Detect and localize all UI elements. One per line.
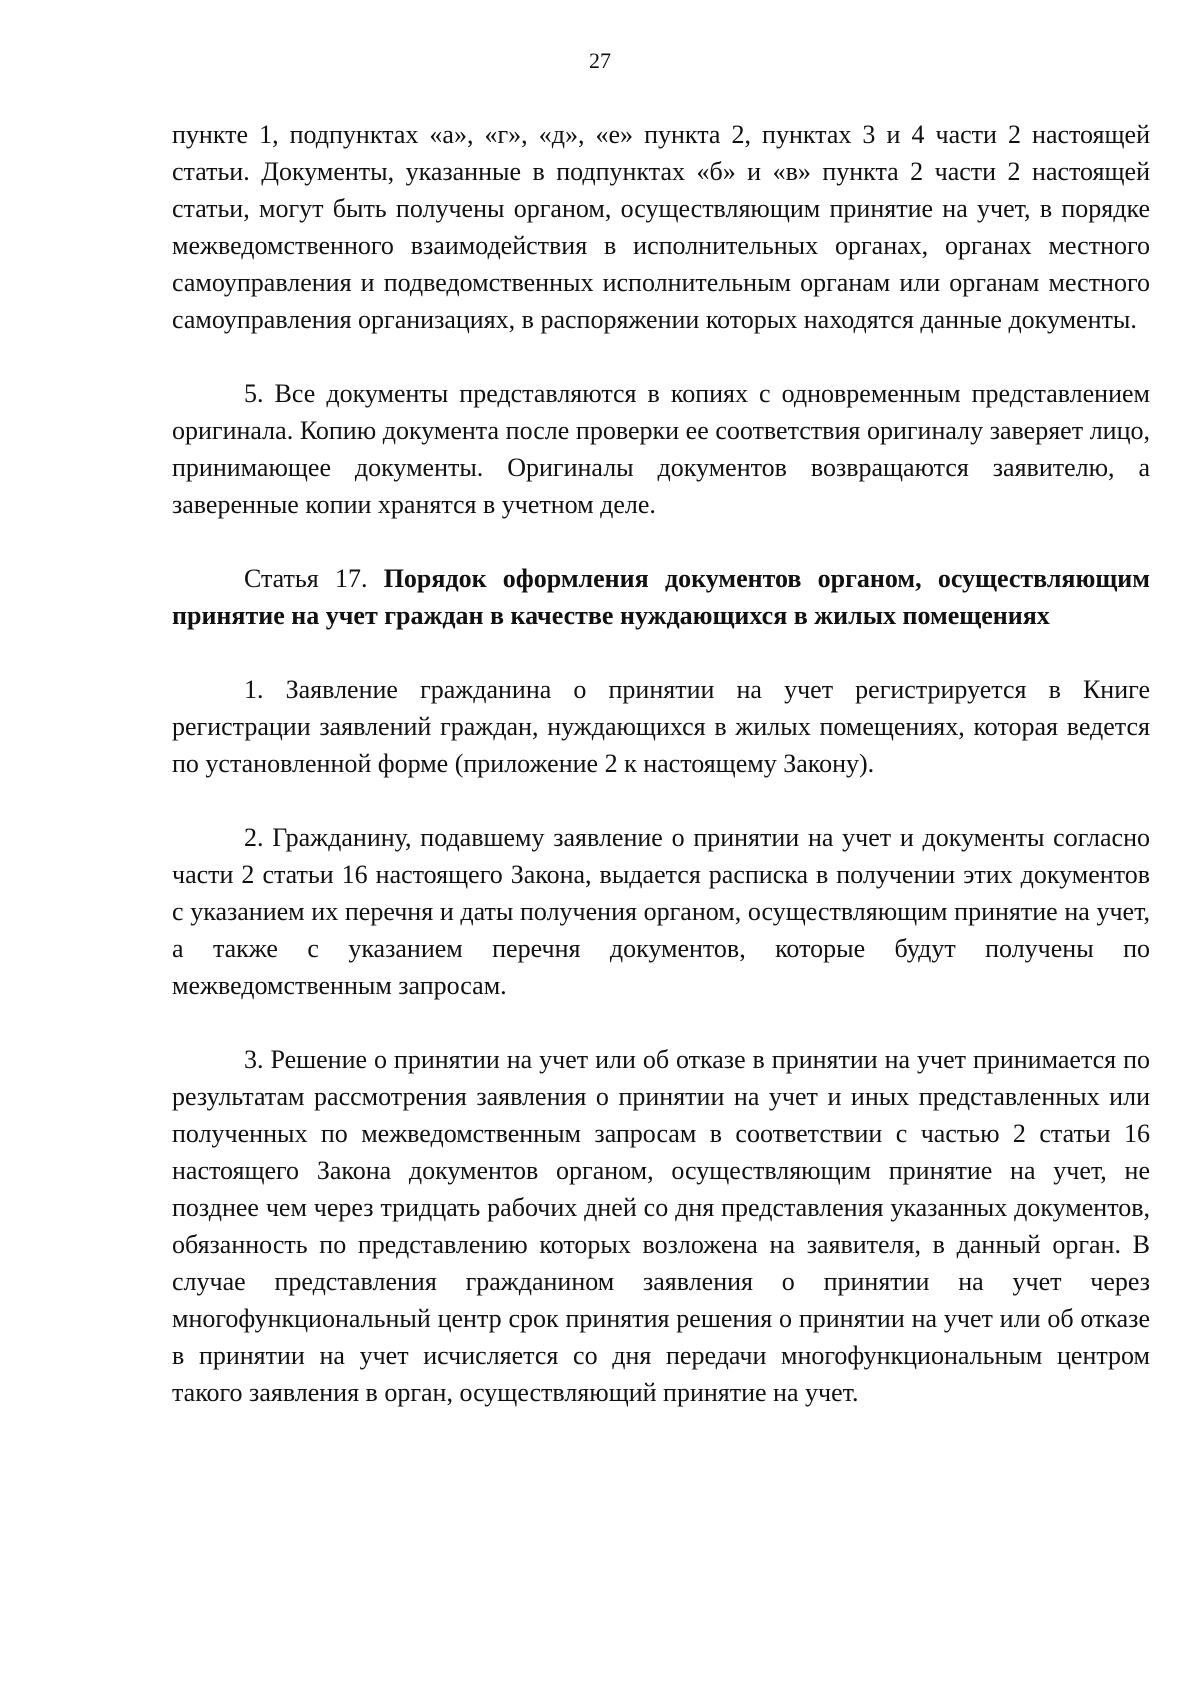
article-item-3: 3. Решение о принятии на учет или об отказе в принятии на учет принимается по результатам рассмотрения заявления о принятии на учет и иных представленных или полученных по межведомственным запросам в соответствии с частью 2 статьи 16 настоящего Закона документов органом, осуществляющим принятие на учет, не позднее чем через тридцать рабочих дней со дня представления указанных документов, обязанность по представлению которых возложена на заявителя, в данный орган. В случае представления гражданином заявления о принятии на учет через многофункциональный центр срок принятия решения о принятии на учет или об отказе в принятии на учет исчисляется со дня передачи многофункциональным центром такого заявления в орган, осуществляющий принятие на учет. (172, 1045, 1150, 1407)
page-number: 27 (589, 48, 611, 73)
article-item-2: 2. Гражданину, подавшему заявление о принятии на учет и документы согласно части 2 статьи 16 настоящего Закона, выдается расписка в получении этих документов с указанием их перечня и даты получения органом, осуществляющим принятие на учет, а также с указанием перечня документов, которые будут получены по межведомственным запросам. (172, 823, 1150, 1000)
article-title: Порядок оформления документов органом, осуществляющим принятие на учет граждан в качестве нуждающихся в жилых помещениях (172, 564, 1150, 630)
article-heading (172, 560, 1150, 634)
paragraph-5: 5. Все документы представляются в копиях с одновременным представлением оригинала. Копию документа после проверки ее соответствия оригиналу заверяет лицо, принимающее документы. Оригиналы документов возвращаются заявителю, а заверенные копии хранятся в учетном деле. (172, 379, 1150, 519)
document-body (172, 116, 1150, 1448)
article-item-1: 1. Заявление гражданина о принятии на учет регистрируется в Книге регистрации заявлений граждан, нуждающихся в жилых помещениях, которая ведется по установленной форме (приложение 2 к настоящему Закону). (172, 675, 1150, 778)
article-label: Статья 17. (244, 564, 368, 593)
paragraph-continuation: пункте 1, подпунктах «а», «г», «д», «е» пункта 2, пунктах 3 и 4 части 2 настоящей статьи. Документы, указанные в подпунктах «б» и «в» пункта 2 части 2 настоящей статьи, могут быть получены органом, осуществляющим принятие на учет, в порядке межведомственного взаимодействия в исполнительных органах, органах местного самоуправления и подведомственных исполнительным органам или органам местного самоуправления организациях, в распоряжении которых находятся данные документы. (172, 120, 1150, 334)
